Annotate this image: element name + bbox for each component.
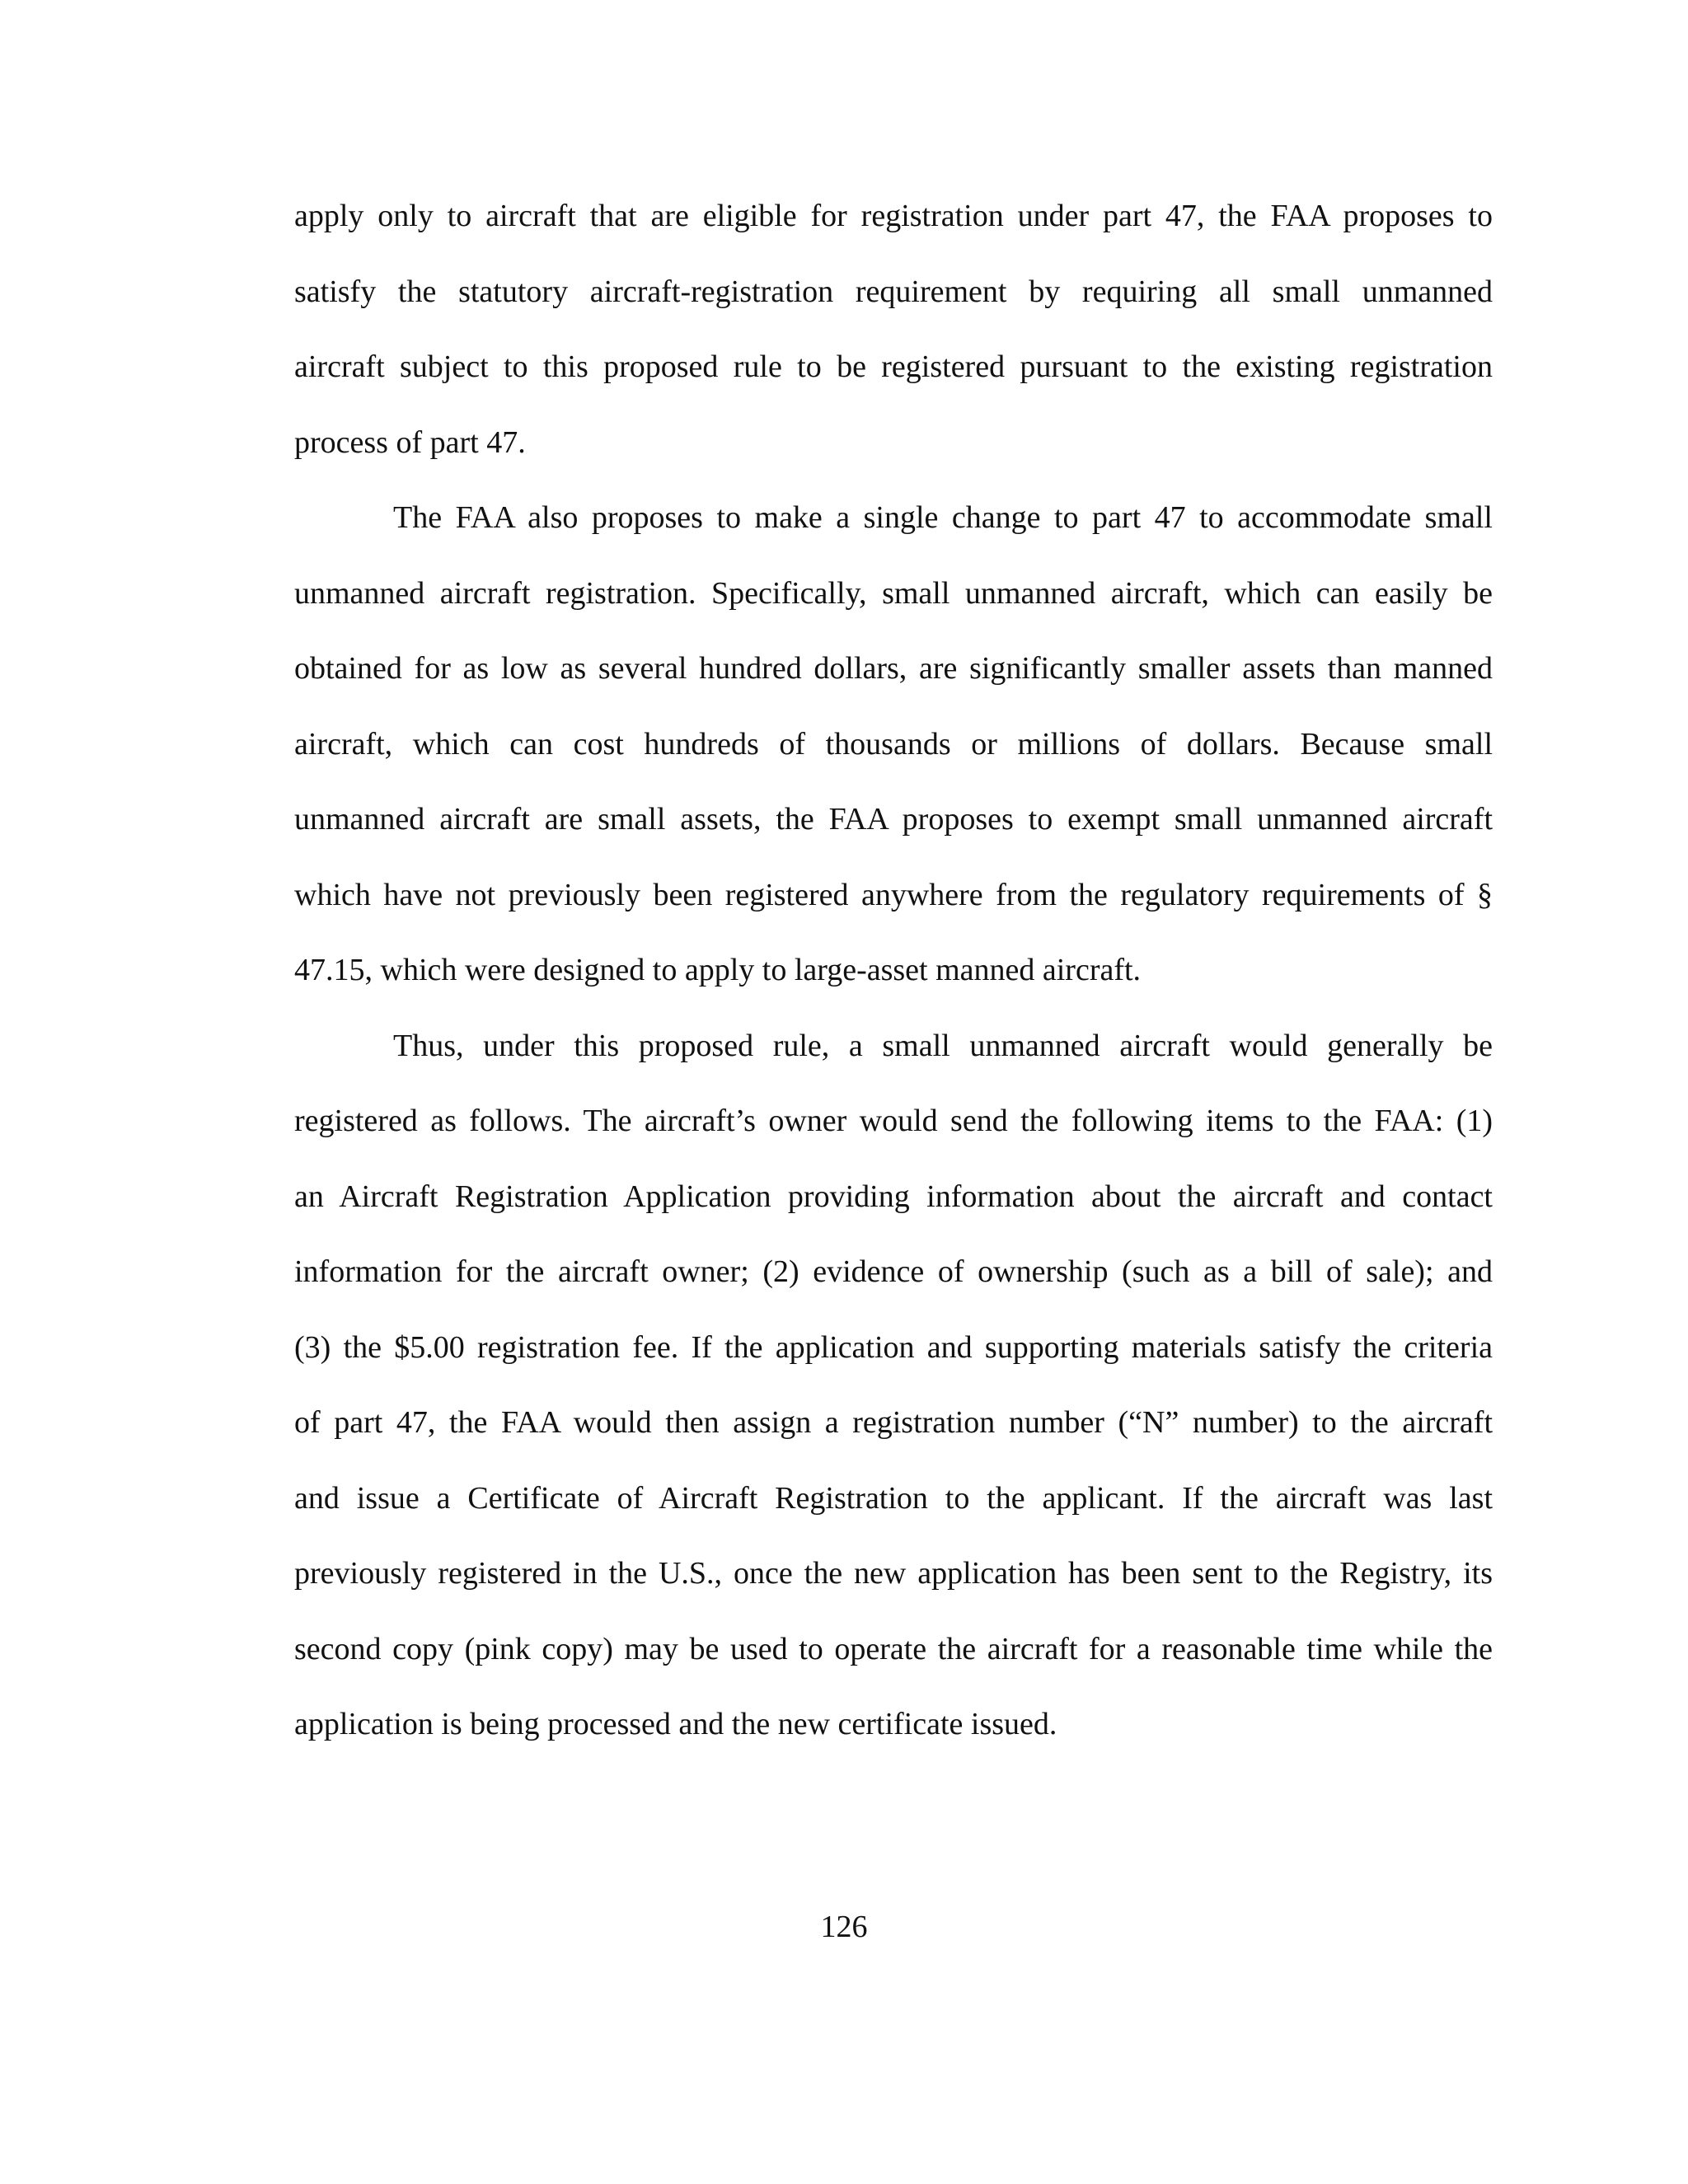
text-line: process of part 47. bbox=[294, 424, 526, 460]
text-line: second copy (pink copy) may be used to operate the aircraft for a reasonable time while the bbox=[294, 1631, 1493, 1666]
text-line: Thus, under this proposed rule, a small unmanned aircraft would generally be bbox=[393, 1028, 1493, 1063]
text-line: registered as follows. The aircraft’s owner would send the following items to the FAA: (1) bbox=[294, 1104, 1493, 1138]
text-line: and issue a Certificate of Aircraft Registration to the applicant. If the aircraft was last bbox=[294, 1480, 1493, 1516]
body-text bbox=[294, 190, 1493, 1774]
text-line: apply only to aircraft that are eligible for registration under part 47, the FAA proposes to bbox=[294, 199, 1493, 233]
text-line: of part 47, the FAA would then assign a registration number (“N” number) to the aircraft bbox=[294, 1405, 1493, 1440]
text-line: previously registered in the U.S., once the new application has been sent to the Registry, its bbox=[294, 1556, 1493, 1591]
text-line: an Aircraft Registration Application providing information about the aircraft and contact bbox=[294, 1179, 1493, 1214]
text-line: aircraft subject to this proposed rule to be registered pursuant to the existing registration bbox=[294, 349, 1493, 384]
text-line: (3) the $5.00 registration fee. If the application and supporting materials satisfy the criteria bbox=[294, 1329, 1493, 1365]
text-line: unmanned aircraft registration. Specifically, small unmanned aircraft, which can easily be bbox=[294, 575, 1493, 611]
text-line: information for the aircraft owner; (2) evidence of ownership (such as a bill of sale); and bbox=[294, 1254, 1493, 1289]
text-line: which have not previously been registered anywhere from the regulatory requirements of § bbox=[294, 877, 1493, 912]
text-line: obtained for as low as several hundred dollars, are significantly smaller assets than manned bbox=[294, 651, 1493, 686]
text-line: unmanned aircraft are small assets, the FAA proposes to exempt small unmanned aircraft bbox=[294, 802, 1493, 837]
text-line: aircraft, which can cost hundreds of thousands or millions of dollars. Because small bbox=[294, 726, 1493, 762]
text-line: application is being processed and the new certificate issued. bbox=[294, 1707, 1057, 1741]
text-line: satisfy the statutory aircraft-registration requirement by requiring all small unmanned bbox=[294, 274, 1493, 309]
text-line: The FAA also proposes to make a single change to part 47 to accommodate small bbox=[393, 500, 1493, 535]
text-line: 47.15, which were designed to apply to large-asset manned aircraft. bbox=[294, 953, 1142, 987]
page-number: 126 bbox=[820, 1910, 868, 1944]
